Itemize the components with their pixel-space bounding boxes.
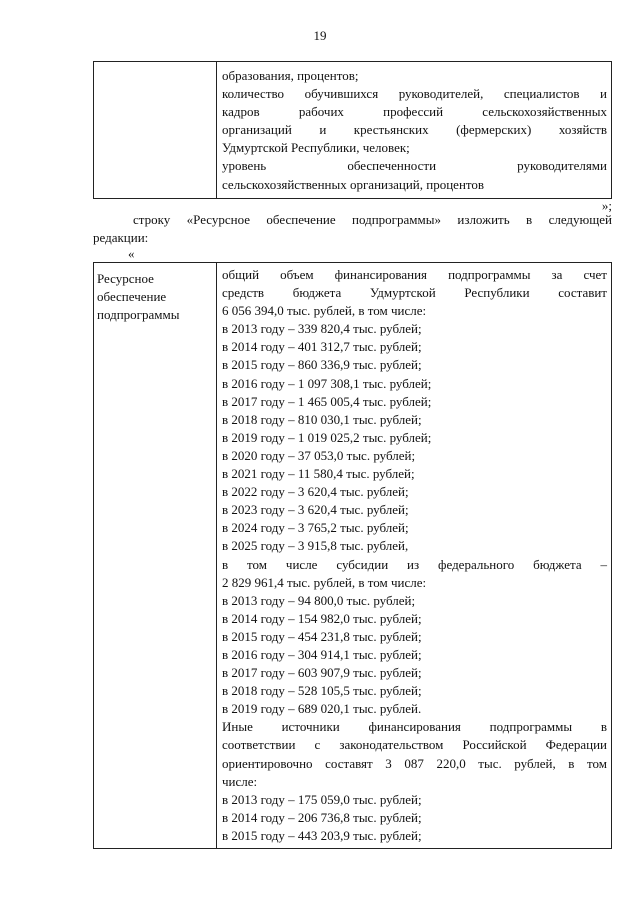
table-row	[94, 263, 612, 849]
financing-line: в 2013 году – 94 800,0 тыс. рублей;	[222, 592, 416, 608]
financing-line: числе:	[222, 773, 258, 789]
financing-line: 6 056 394,0 тыс. рублей, в том числе:	[222, 303, 427, 319]
financing-line: средств бюджета Удмуртской Республики составит	[222, 285, 607, 301]
indicator-line: уровень обеспеченности руководителями	[222, 158, 607, 174]
financing-line: в 2015 году – 860 336,9 тыс. рублей;	[222, 357, 422, 373]
financing-line: общий объем финансирования подпрограммы за счет	[222, 267, 607, 282]
passport-table-continuation	[93, 61, 612, 199]
table-row	[94, 62, 612, 199]
financing-line: в том числе субсидии из федерального бюджета –	[222, 556, 607, 572]
table-cell-indicators	[217, 62, 612, 199]
financing-line: в 2014 году – 154 982,0 тыс. рублей;	[222, 610, 422, 626]
indicator-line: кадров рабочих профессий сельскохозяйственных	[222, 104, 607, 120]
table-cell-empty	[94, 62, 217, 199]
indicator-line: организаций и крестьянских (фермерских) хозяйств	[222, 122, 607, 138]
financing-line: в 2013 году – 175 059,0 тыс. рублей;	[222, 791, 422, 807]
amendment-instruction-continued: редакции:	[93, 230, 149, 245]
resource-provision-table	[93, 262, 612, 849]
financing-line: в 2013 году – 339 820,4 тыс. рублей;	[222, 321, 422, 337]
financing-line: в 2023 году – 3 620,4 тыс. рублей;	[222, 502, 409, 518]
financing-line: ориентировочно составят 3 087 220,0 тыс. рублей, в том	[222, 755, 607, 771]
financing-line: в 2018 году – 528 105,5 тыс. рублей;	[222, 683, 422, 699]
financing-line: соответствии с законодательством Российской Федерации	[222, 737, 607, 753]
row-heading-line: Ресурсное	[97, 271, 154, 286]
financing-line: в 2021 году – 11 580,4 тыс. рублей;	[222, 466, 415, 482]
financing-line: в 2022 году – 3 620,4 тыс. рублей;	[222, 484, 409, 500]
financing-line: в 2016 году – 1 097 308,1 тыс. рублей;	[222, 375, 432, 391]
financing-line: в 2015 году – 454 231,8 тыс. рублей;	[222, 628, 422, 644]
row-heading-line: обеспечение	[97, 289, 167, 305]
financing-line: в 2024 году – 3 765,2 тыс. рублей;	[222, 520, 409, 536]
financing-line: в 2025 году – 3 915,8 тыс. рублей,	[222, 538, 409, 554]
financing-line: в 2017 году – 1 465 005,4 тыс. рублей;	[222, 393, 432, 409]
row-heading-cell	[94, 263, 217, 849]
indicator-line: Удмуртской Республики, человек;	[222, 140, 410, 156]
page-number: 19	[313, 28, 327, 43]
row-heading-line: подпрограммы	[97, 307, 180, 323]
financing-line: в 2014 году – 206 736,8 тыс. рублей;	[222, 809, 422, 825]
indicator-line: сельскохозяйственных организаций, процентов	[222, 176, 485, 192]
closing-quote-mark: »;	[601, 198, 612, 213]
financing-line: в 2017 году – 603 907,9 тыс. рублей;	[222, 665, 422, 681]
financing-line: в 2020 году – 37 053,0 тыс. рублей;	[222, 447, 416, 463]
financing-line: Иные источники финансирования подпрограммы в	[222, 719, 607, 735]
financing-details-cell	[217, 263, 612, 849]
financing-line: в 2018 году – 810 030,1 тыс. рублей;	[222, 411, 422, 427]
financing-line: в 2019 году – 1 019 025,2 тыс. рублей;	[222, 429, 432, 445]
opening-quote-mark: «	[128, 246, 135, 261]
financing-line: в 2019 году – 689 020,1 тыс. рублей.	[222, 701, 422, 717]
indicator-line: образования, процентов;	[222, 68, 359, 83]
indicator-line: количество обучившихся руководителей, специалистов и	[222, 86, 607, 102]
financing-line: в 2014 году – 401 312,7 тыс. рублей;	[222, 339, 422, 355]
financing-line: в 2015 году – 443 203,9 тыс. рублей;	[222, 827, 422, 843]
financing-line: в 2016 году – 304 914,1 тыс. рублей;	[222, 646, 422, 662]
financing-line: 2 829 961,4 тыс. рублей, в том числе:	[222, 574, 427, 590]
amendment-instruction: строку «Ресурсное обеспечение подпрограммы» изложить в следующей	[133, 212, 612, 227]
